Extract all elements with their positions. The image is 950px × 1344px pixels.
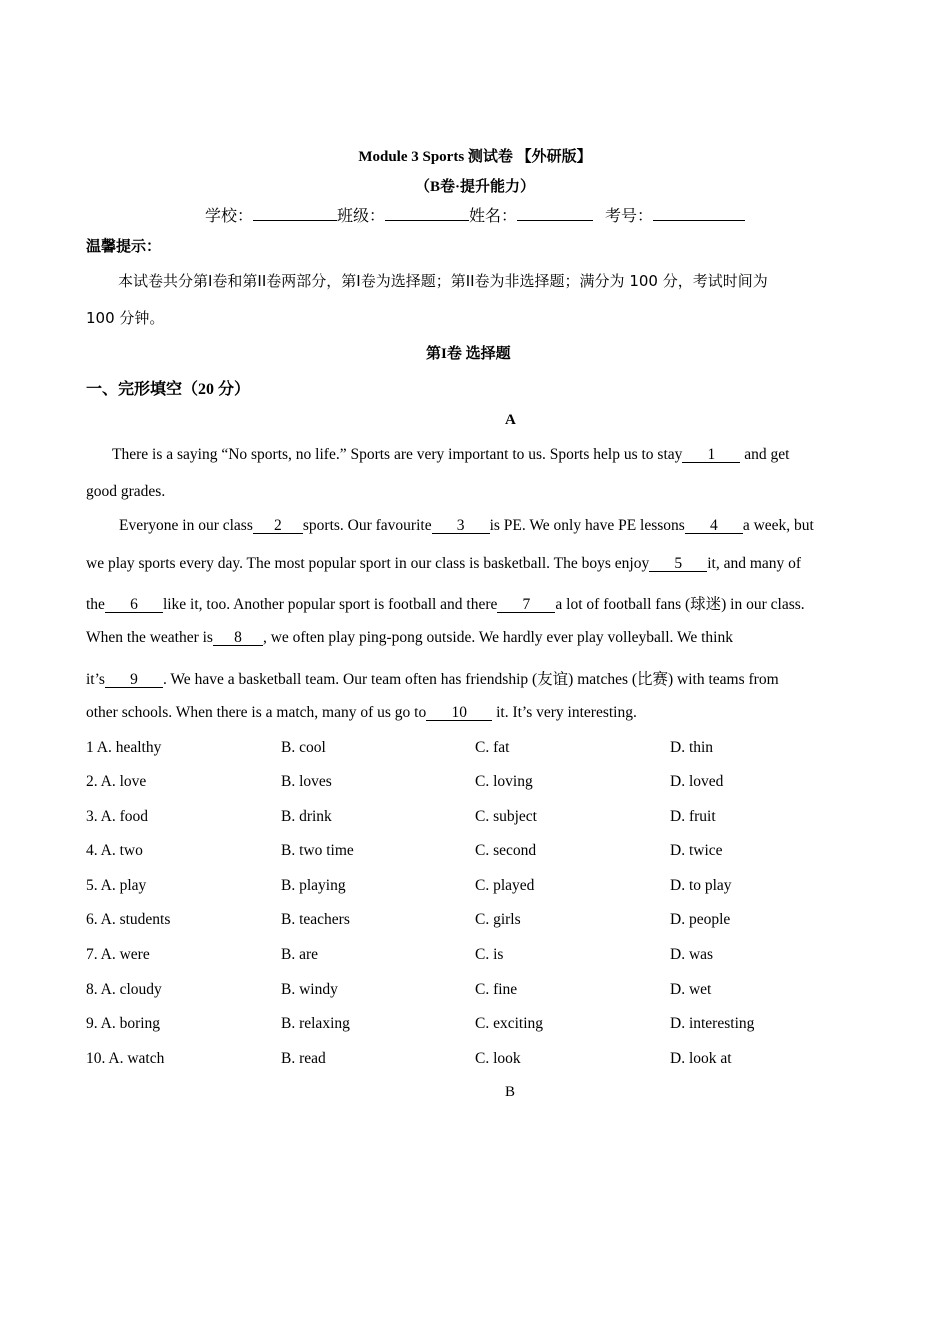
blank-1[interactable]: 1 [682,447,740,463]
passage-text: Everyone in our class [119,517,253,534]
option-b[interactable]: B. read [281,1050,326,1067]
blank-7[interactable]: 7 [497,597,555,613]
option-a[interactable]: 5. A. play [86,877,147,894]
passage-line-5 [86,592,805,614]
passage-text: , we often play ping-pong outside. We hardly ever play volleyball. We think [262,629,733,646]
student-info-line [0,203,950,226]
blank-10[interactable]: 10 [426,705,492,721]
passage-line-1 [86,446,789,464]
passage-text: a lot of football fans (球迷) in our class. [555,596,805,613]
option-b[interactable]: B. teachers [281,911,350,928]
option-d[interactable]: D. was [670,946,714,963]
option-d[interactable]: D. look at [670,1050,732,1067]
option-c[interactable]: C. fat [475,739,510,756]
option-c[interactable]: C. subject [475,808,537,825]
passage-text: it’s [86,671,105,688]
passage-a-label: A [505,412,516,428]
options-row-2 [86,773,866,793]
options-row-7 [86,946,866,966]
option-d[interactable]: D. loved [670,773,724,790]
options-row-9 [86,1015,866,1035]
passage-text: There is a saying “No sports, no life.” Sports are very important to us. Sports help us to stay [112,446,683,463]
option-c[interactable]: C. loving [475,773,533,790]
option-d[interactable]: D. people [670,911,731,928]
passage-text: . We have a basketball team. Our team often has friendship (友谊) matches (比赛) with teams from [162,671,779,688]
name-blank[interactable] [517,206,593,221]
passage-line-4 [86,555,801,573]
option-c[interactable]: C. look [475,1050,521,1067]
passage-text: it. It’s very interesting. [496,704,637,721]
exam-title: Module 3 Sports 测试卷 【外研版】 [358,149,592,165]
blank-8[interactable]: 8 [213,630,263,646]
option-a[interactable]: 7. A. were [86,946,150,963]
passage-text: When the weather is [86,629,213,646]
option-d[interactable]: D. interesting [670,1015,755,1032]
option-a[interactable]: 1 A. healthy [86,739,162,756]
exam-no-label: 考号： [605,206,654,225]
option-b[interactable]: B. cool [281,739,326,756]
blank-4[interactable]: 4 [685,518,743,534]
passage-line-8 [86,704,637,722]
option-a[interactable]: 8. A. cloudy [86,981,162,998]
option-b[interactable]: B. playing [281,877,346,894]
passage-text: and get [744,446,790,463]
options-row-1 [86,739,866,759]
option-a[interactable]: 9. A. boring [86,1015,161,1032]
passage-line-6 [86,629,733,647]
blank-5[interactable]: 5 [649,556,707,572]
option-d[interactable]: D. fruit [670,808,716,825]
class-blank[interactable] [385,206,469,221]
passage-text: it, and many of [707,555,802,572]
passage-text: sports. Our favourite [302,517,432,534]
options-row-4 [86,842,866,862]
option-d[interactable]: D. twice [670,842,723,859]
blank-2[interactable]: 2 [253,518,303,534]
class-label: 班级： [336,206,385,225]
option-d[interactable]: D. wet [670,981,712,998]
school-label: 学校： [204,206,253,225]
passage-text: the [86,596,105,613]
option-b[interactable]: B. two time [281,842,354,859]
school-blank[interactable] [253,206,337,221]
passage-line-2: good grades. [86,483,166,500]
option-d[interactable]: D. to play [670,877,732,894]
blank-9[interactable]: 9 [105,672,163,688]
passage-text: is PE. We only have PE lessons [489,517,685,534]
option-c[interactable]: C. fine [475,981,518,998]
options-row-8 [86,981,866,1001]
option-c[interactable]: C. girls [475,911,521,928]
option-a[interactable]: 10. A. watch [86,1050,165,1067]
option-a[interactable]: 2. A. love [86,773,147,790]
part-title: 一、完形填空（20 分） [86,381,251,398]
passage-line-3 [86,517,814,535]
options-row-10 [86,1050,866,1070]
passage-b-label: B [505,1084,516,1100]
blank-6[interactable]: 6 [105,597,163,613]
option-c[interactable]: C. played [475,877,535,894]
option-c[interactable]: C. exciting [475,1015,544,1032]
passage-line-7 [86,667,779,689]
option-d[interactable]: D. thin [670,739,714,756]
passage-text: like it, too. Another popular sport is football and there [162,596,498,613]
name-label: 姓名： [469,206,518,225]
option-b[interactable]: B. loves [281,773,332,790]
option-a[interactable]: 3. A. food [86,808,148,825]
tips-text-line-1: 本试卷共分第I卷和第II卷两部分，第I卷为选择题；第II卷为非选择题；满分为 100 分，考试时间为 [118,272,768,290]
passage-text: a week, but [742,517,814,534]
tips-text-line-2: 100 分钟。 [86,309,165,327]
tips-heading: 温馨提示： [86,239,162,255]
option-c[interactable]: C. is [475,946,504,963]
option-a[interactable]: 4. A. two [86,842,143,859]
options-row-3 [86,808,866,828]
passage-text: other schools. When there is a match, many of us go to [86,704,427,721]
option-a[interactable]: 6. A. students [86,911,171,928]
option-c[interactable]: C. second [475,842,537,859]
option-b[interactable]: B. are [281,946,319,963]
option-b[interactable]: B. drink [281,808,332,825]
passage-text: we play sports every day. The most popular sport in our class is basketball. The boys enjoy [86,555,650,572]
options-row-5 [86,877,866,897]
blank-3[interactable]: 3 [432,518,490,534]
exam-subtitle: （B卷·提升能力） [414,179,535,195]
option-b[interactable]: B. relaxing [281,1015,350,1032]
option-b[interactable]: B. windy [281,981,338,998]
exam-no-blank[interactable] [653,206,745,221]
section-title: 第I卷 选择题 [426,346,511,362]
options-row-6 [86,911,866,931]
